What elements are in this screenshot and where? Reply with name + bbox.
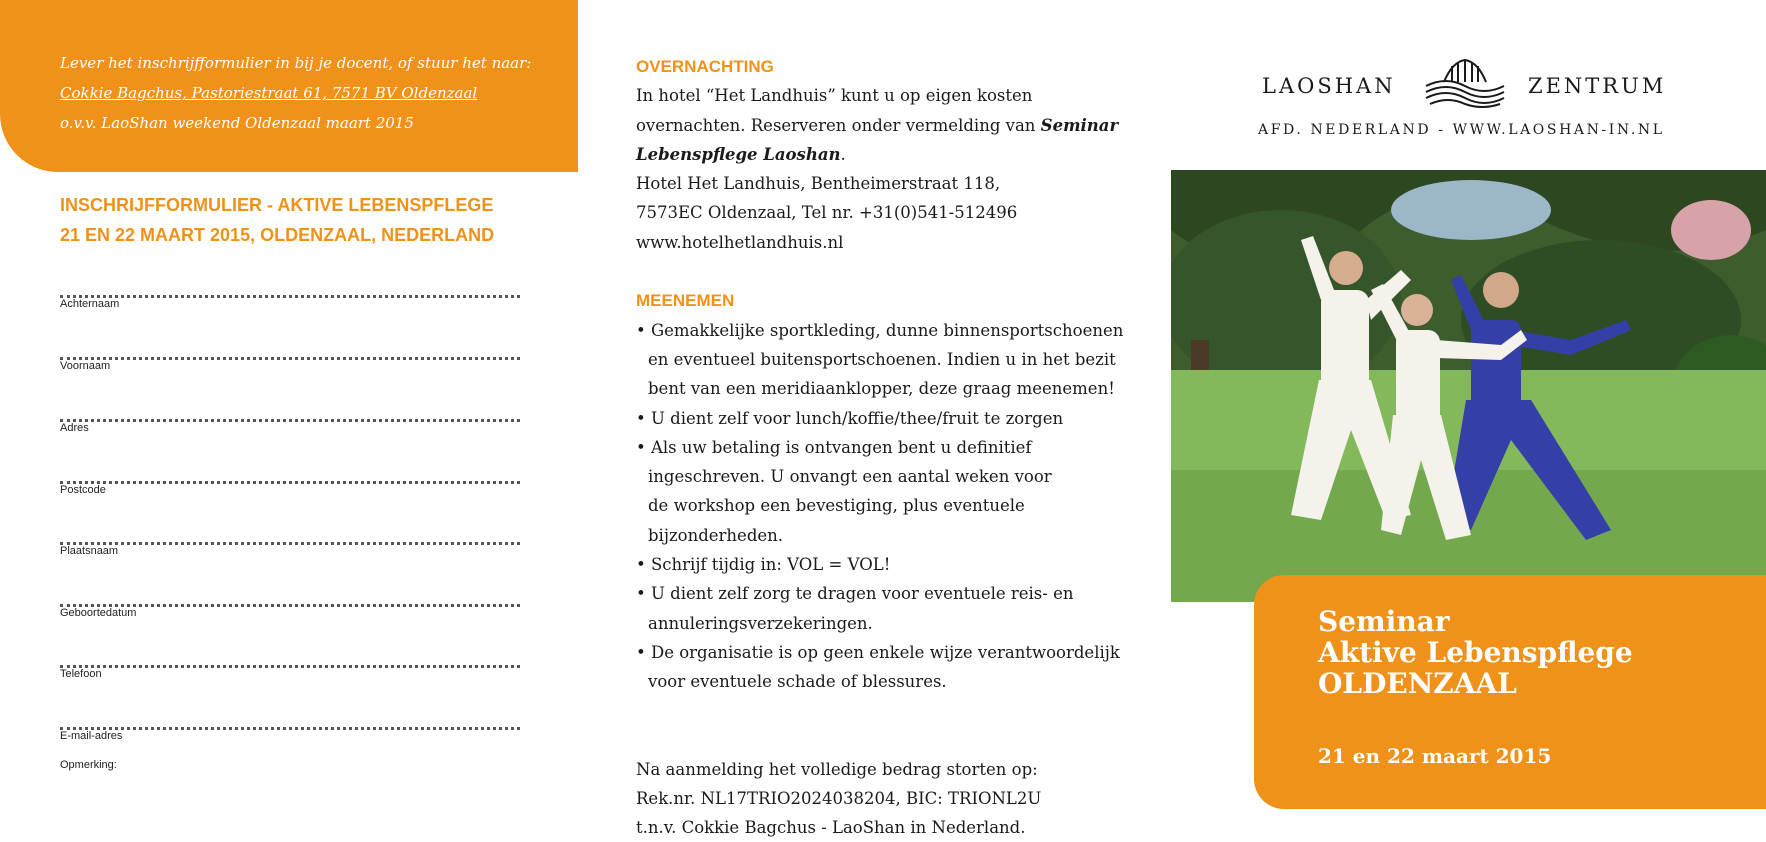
meenemen-item: de workshop een bevestiging, plus eventuele — [648, 496, 1025, 516]
seminar-title-line: Seminar — [1318, 605, 1450, 638]
bank-details: Rek.nr. NL17TRIO2024038204, BIC: TRIONL2U — [636, 788, 1042, 808]
meenemen-item: • Schrijf tijdig in: VOL = VOL! — [636, 555, 891, 575]
seminar-name: Seminar — [1040, 115, 1119, 135]
meenemen-item: annuleringsverzekeringen. — [648, 613, 873, 633]
seminar-date: 21 en 22 maart 2015 — [1318, 744, 1552, 768]
field-label: E-mail-adres — [60, 730, 123, 742]
meenemen-item: • Als uw betaling is ontvangen bent u definitief — [636, 437, 1032, 457]
seminar-name: Lebenspflege Laoshan — [636, 144, 841, 164]
field-label: Voornaam — [60, 360, 111, 372]
wave-emblem-icon — [1422, 56, 1508, 108]
field-label: Postcode — [60, 484, 106, 496]
intro-line: Lever het inschrijfformulier in bij je docent, of stuur het naar: — [60, 54, 532, 72]
hotel-website: www.hotelhetlandhuis.nl — [636, 232, 844, 252]
account-holder: t.n.v. Cokkie Bagchus - LaoShan in Nederland. — [636, 818, 1026, 838]
info-line: In hotel “Het Landhuis” kunt u op eigen kosten — [636, 86, 1033, 106]
field-label: Adres — [60, 422, 89, 434]
payment-line: Na aanmelding het volledige bedrag storten op: — [636, 759, 1038, 779]
meenemen-item: • U dient zelf voor lunch/koffie/thee/fruit te zorgen — [636, 408, 1064, 428]
form-field[interactable] — [60, 419, 520, 452]
field-label: Telefoon — [60, 668, 102, 680]
field-label: Geboortedatum — [60, 607, 137, 619]
meenemen-item: bent van een meridiaanklopper, deze graag meenemen! — [648, 379, 1115, 399]
meenemen-item: en eventueel buitensportschoenen. Indien u in het bezit — [648, 349, 1116, 369]
form-title — [60, 190, 494, 250]
intro-reference: o.v.v. LaoShan weekend Oldenzaal maart 2015 — [60, 114, 414, 132]
meenemen-list — [636, 316, 1124, 697]
logo-text-right: ZENTRUM — [1528, 74, 1667, 98]
laoshan-logo — [1262, 70, 1682, 104]
field-label: Plaatsnaam — [60, 545, 119, 557]
logo-text-left: LAOSHAN — [1262, 74, 1396, 98]
seminar-title — [1318, 606, 1633, 699]
meenemen-item: • Gemakkelijke sportkleding, dunne binnensportschoenen — [636, 320, 1124, 340]
hotel-address: Hotel Het Landhuis, Bentheimerstraat 118, — [636, 174, 1001, 194]
form-field[interactable] — [60, 542, 520, 575]
meenemen-item: • U dient zelf zorg te dragen voor eventuele reis- en — [636, 584, 1074, 604]
form-field[interactable] — [60, 295, 520, 328]
intro-text — [60, 48, 560, 138]
info-column — [636, 52, 1124, 842]
meenemen-item: voor eventuele schade of blessures. — [648, 672, 947, 692]
form-field[interactable] — [60, 727, 520, 760]
meenemen-heading: MEENEMEN — [636, 291, 735, 311]
info-text: overnachten. Reserveren onder vermelding van — [636, 115, 1041, 135]
hotel-phone: 7573EC Oldenzaal, Tel nr. +31(0)541-512496 — [636, 203, 1018, 223]
logo-subtitle: AFD. NEDERLAND - WWW.LAOSHAN-IN.NL — [1258, 122, 1665, 138]
form-field[interactable] — [60, 665, 520, 698]
form-title-line: INSCHRIJFFORMULIER - AKTIVE LEBENSPFLEGE — [60, 195, 494, 215]
info-text: . — [840, 144, 846, 164]
mailing-address: Cokkie Bagchus, Pastoriestraat 61, 7571 BV Oldenzaal — [60, 84, 478, 102]
info-line — [636, 140, 1116, 169]
tai-chi-photo — [1171, 170, 1766, 602]
meenemen-item: • De organisatie is op geen enkele wijze verantwoordelijk — [636, 642, 1120, 662]
seminar-location: OLDENZAAL — [1318, 667, 1517, 700]
form-subtitle-line: 21 EN 22 MAART 2015, OLDENZAAL, NEDERLAND — [60, 225, 495, 245]
form-field[interactable] — [60, 357, 520, 390]
overnachting-heading: OVERNACHTING — [636, 57, 774, 76]
meenemen-item: ingeschreven. U onvangt een aantal weken voor — [648, 467, 1052, 487]
meenemen-item: bijzonderheden. — [648, 525, 784, 545]
form-field[interactable] — [60, 604, 520, 637]
form-field[interactable] — [60, 481, 520, 514]
seminar-title-line: Aktive Lebenspflege — [1318, 636, 1633, 669]
field-label: Achternaam — [60, 298, 120, 310]
info-line — [636, 111, 1119, 140]
remark-label: Opmerking: — [60, 759, 117, 771]
